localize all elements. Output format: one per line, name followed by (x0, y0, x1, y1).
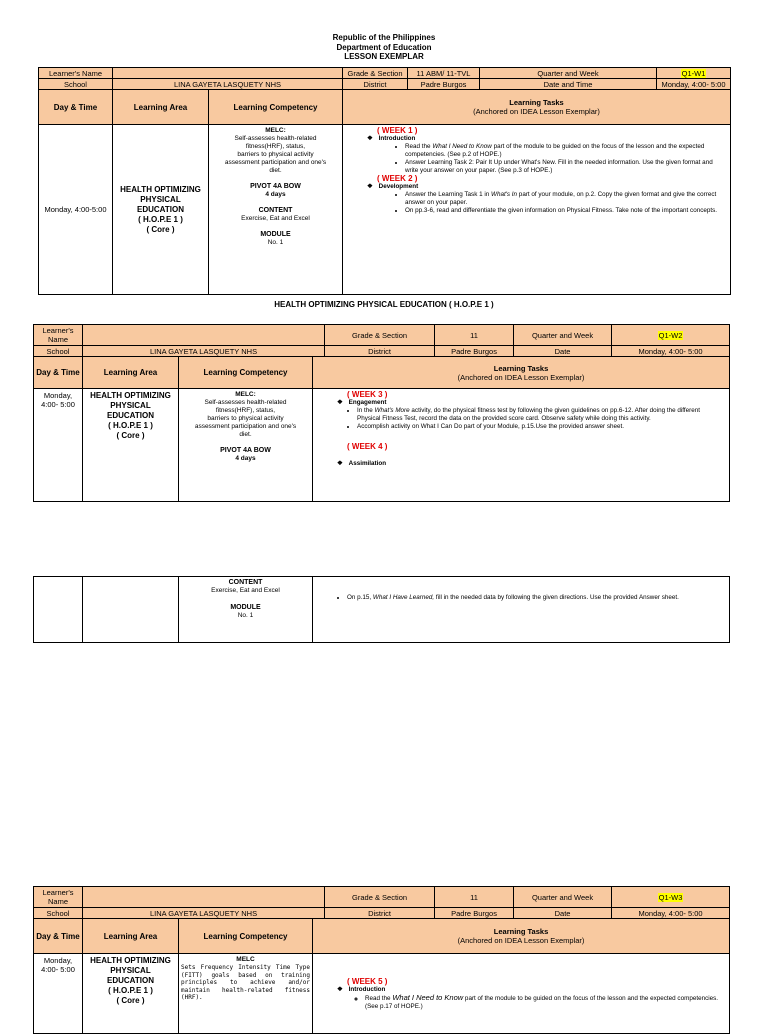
date-value: Monday, 4:00- 5:00 (612, 908, 730, 919)
anchored-note: (Anchored on IDEA Lesson Exemplar) (457, 936, 585, 945)
task-item: • Answer the Learning Task 1 in What's In part of your module, on p.2. Copy the given format and give the correct answer on your paper. (405, 191, 726, 207)
subject-line: EDUCATION (107, 976, 154, 985)
module-number: No. 1 (267, 239, 284, 246)
school-label: School (34, 346, 83, 357)
document-header (0, 33, 768, 62)
subject-line: HEALTH OPTIMIZING (90, 956, 171, 965)
quarter-week-highlight: Q1-W1 (681, 68, 706, 78)
grade-section-value: 11 ABM/ 11-TVL (408, 68, 480, 79)
learners-name-label: Learner's Name (34, 887, 83, 908)
learning-competency-header: Learning Competency (209, 90, 343, 125)
section-title: Introduction (378, 135, 416, 142)
school-value: LINA GAYETA LASQUETY NHS (113, 79, 343, 90)
days-label: 4 days (265, 191, 286, 198)
section-title: Assimilation (348, 460, 387, 467)
quarter-week-label: Quarter and Week (514, 325, 612, 346)
section-title: Introduction (348, 986, 386, 993)
learning-competency-cell (209, 125, 343, 295)
learning-tasks-cell (343, 125, 731, 295)
melc-text: Self-assesses health-related (204, 399, 287, 406)
grade-section-label: Grade & Section (325, 887, 435, 908)
quarter-week-value (612, 887, 730, 908)
melc-text: diet. (269, 167, 282, 174)
learning-competency-cell (179, 577, 313, 643)
learners-name-value (83, 887, 325, 908)
grade-section-value: 11 (435, 325, 514, 346)
subject-line: PHYSICAL (140, 194, 181, 204)
melc-label: MELC: (265, 127, 286, 134)
quarter-week-highlight: Q1-W3 (658, 892, 683, 902)
learners-name-value (113, 68, 343, 79)
week-label: ( WEEK 1 ) (377, 126, 418, 135)
grade-section-label: Grade & Section (343, 68, 408, 79)
header-deped: Department of Education (336, 42, 432, 52)
task-list (317, 994, 725, 1011)
school-label: School (39, 79, 113, 90)
quarter-week-value (612, 325, 730, 346)
melc-text: fitness(HRF), status, (245, 143, 306, 150)
header-lesson-exemplar: LESSON EXEMPLAR (344, 52, 424, 61)
melc-label: MELC: (235, 391, 256, 398)
district-label: District (325, 908, 435, 919)
week-label: ( WEEK 2 ) (377, 174, 418, 183)
district-label: District (343, 79, 408, 90)
learning-tasks-title: Learning Tasks (493, 363, 549, 373)
learning-tasks-cell (313, 577, 730, 643)
anchored-note: (Anchored on IDEA Lesson Exemplar) (473, 107, 600, 116)
section-introduction (367, 135, 726, 143)
module-label: MODULE (230, 604, 261, 611)
day-time-cell (34, 577, 83, 643)
learning-competency-cell (179, 389, 313, 502)
melc-text: Sets Frequency Intensity Time Type (FITT) goals based on training principles to achieve and/or maintain health-related fitness (HRF). (181, 964, 310, 1001)
melc-text: barriers to physical activity (207, 415, 284, 422)
task-item: • On p.15, What I Have Learned, fill in the needed data by following the given directions. Use the provided Answer sheet. (347, 594, 725, 602)
school-value: LINA GAYETA LASQUETY NHS (83, 908, 325, 919)
day-time-cell: Monday, 4:00- 5:00 (34, 389, 83, 502)
learning-tasks-header (313, 919, 730, 954)
diamond-bullet-icon: ❖ (337, 399, 343, 406)
task-item: • Accomplish activity on What I Can Do part of your Module, p.15.Use the provided answer sheet. (357, 423, 725, 431)
week-label: ( WEEK 3 ) (347, 390, 388, 399)
diamond-bullet-icon: ❖ (367, 135, 373, 142)
learning-tasks-cell (313, 389, 730, 502)
melc-text: Self-assesses health-related (234, 135, 317, 142)
lesson-table-week2 (33, 324, 730, 502)
week-label: ( WEEK 5 ) (347, 977, 388, 986)
subject-line: ( Core ) (146, 224, 175, 234)
subject-line: ( H.O.P.E 1 ) (108, 421, 153, 430)
section-development (367, 183, 726, 191)
learning-area-cell (83, 577, 179, 643)
week-label: ( WEEK 4 ) (347, 442, 388, 451)
day-time-header: Day & Time (34, 919, 83, 954)
learning-tasks-header (313, 357, 730, 389)
melc-label: MELC (236, 956, 255, 963)
date-value: Monday, 4:00- 5:00 (612, 346, 730, 357)
subject-line: ( Core ) (116, 431, 145, 440)
subject-line: PHYSICAL (110, 966, 151, 975)
melc-text: barriers to physical activity (237, 151, 314, 158)
module-number: No. 1 (237, 612, 254, 619)
day-time-cell: Monday, 4:00-5:00 (39, 125, 113, 295)
district-value: Padre Burgos (435, 908, 514, 919)
learners-name-label: Learner's Name (39, 68, 113, 79)
date-time-label: Date and Time (480, 79, 657, 90)
day-time-header: Day & Time (34, 357, 83, 389)
learning-tasks-title: Learning Tasks (493, 927, 549, 936)
learning-area-header: Learning Area (83, 357, 179, 389)
learning-competency-cell (179, 954, 313, 1034)
day-time-cell: Monday, 4:00- 5:00 (34, 954, 83, 1034)
date-label: Date (514, 346, 612, 357)
task-item: • In the What's More activity, do the physical fitness test by following the given guidelines on pp.6-12. After doing the different Physical Fitness Test, record the data on the provided score card. Observe safety while doing this activity. (357, 407, 725, 423)
melc-text: assessment participation and one's (194, 423, 297, 430)
subject-title: HEALTH OPTIMIZING PHYSICAL EDUCATION ( H.O.P.E 1 ) (274, 300, 494, 309)
lesson-table-continuation (33, 576, 730, 643)
task-list (317, 594, 725, 602)
learning-area-cell (113, 125, 209, 295)
header-republic: Republic of the Philippines (332, 33, 436, 42)
learners-name-value (83, 325, 325, 346)
task-item: • Read the What I Need to Know part of the module to be guided on the focus of the lesson and the expected competencies. (See p.2 of HOPE.) (405, 143, 726, 159)
diamond-bullet-icon: ❖ (337, 986, 343, 993)
subject-line: EDUCATION (107, 411, 154, 420)
day-time-header: Day & Time (39, 90, 113, 125)
quarter-week-highlight: Q1-W2 (658, 330, 683, 340)
learning-area-cell (83, 954, 179, 1034)
subject-line: HEALTH OPTIMIZING (120, 184, 201, 194)
melc-text: diet. (239, 431, 252, 438)
learning-competency-header: Learning Competency (179, 357, 313, 389)
section-title: Development (378, 183, 419, 190)
pivot-label: PIVOT 4A BOW (220, 447, 271, 454)
task-item: • Answer Learning Task 2: Pair It Up under What's New. Fill in the needed information. Use the given format and write your answer on your paper. (See p.3 of HOPE.) (405, 159, 726, 175)
section-assimilation (337, 460, 725, 468)
task-item: • On pp.3-6, read and differentiate the given information on Physical Fitness. Take note of the important concepts. (405, 207, 726, 215)
melc-text: assessment participation and one's (224, 159, 327, 166)
anchored-note: (Anchored on IDEA Lesson Exemplar) (457, 372, 585, 382)
learning-area-header: Learning Area (83, 919, 179, 954)
diamond-bullet-icon: ❖ (367, 183, 373, 190)
grade-section-label: Grade & Section (325, 325, 435, 346)
school-value: LINA GAYETA LASQUETY NHS (83, 346, 325, 357)
lesson-table-week3 (33, 886, 730, 1034)
district-label: District (325, 346, 435, 357)
subject-line: HEALTH OPTIMIZING (90, 391, 171, 400)
learning-tasks-header (343, 90, 731, 125)
subject-line: ( H.O.P.E 1 ) (138, 214, 183, 224)
subject-line: ( Core ) (116, 996, 145, 1005)
task-list (347, 143, 726, 175)
quarter-week-label: Quarter and Week (480, 68, 657, 79)
school-label: School (34, 908, 83, 919)
task-item: ◦ Read the What I Need to Know part of the module to be guided on the focus of the lesson and the expected competencies. (See p.17 of HOPE.) (365, 994, 725, 1011)
quarter-week-value (657, 68, 731, 79)
date-time-value: Monday, 4:00- 5:00 (657, 79, 731, 90)
section-engagement (337, 399, 725, 407)
task-list (317, 407, 725, 431)
module-label: MODULE (260, 231, 291, 238)
content-text: Exercise, Eat and Excel (211, 587, 280, 594)
learning-competency-header: Learning Competency (179, 919, 313, 954)
learning-tasks-cell (313, 954, 730, 1034)
task-list (347, 191, 726, 215)
district-value: Padre Burgos (435, 346, 514, 357)
district-value: Padre Burgos (408, 79, 480, 90)
date-label: Date (514, 908, 612, 919)
subject-line: PHYSICAL (110, 401, 151, 410)
learners-name-label: Learner's Name (34, 325, 83, 346)
learning-area-cell (83, 389, 179, 502)
learning-area-header: Learning Area (113, 90, 209, 125)
subject-line: ( H.O.P.E 1 ) (108, 986, 153, 995)
content-label: CONTENT (258, 207, 293, 214)
grade-section-value: 11 (435, 887, 514, 908)
quarter-week-label: Quarter and Week (514, 887, 612, 908)
diamond-bullet-icon: ❖ (337, 460, 343, 467)
days-label: 4 days (235, 455, 256, 462)
learning-tasks-title: Learning Tasks (509, 98, 564, 107)
content-text: Exercise, Eat and Excel (241, 215, 310, 222)
pivot-label: PIVOT 4A BOW (250, 183, 301, 190)
melc-text: fitness(HRF), status, (215, 407, 276, 414)
lesson-table-week1 (38, 67, 731, 295)
content-label: CONTENT (228, 579, 263, 586)
subject-line: EDUCATION (137, 204, 184, 214)
section-title: Engagement (348, 399, 387, 406)
